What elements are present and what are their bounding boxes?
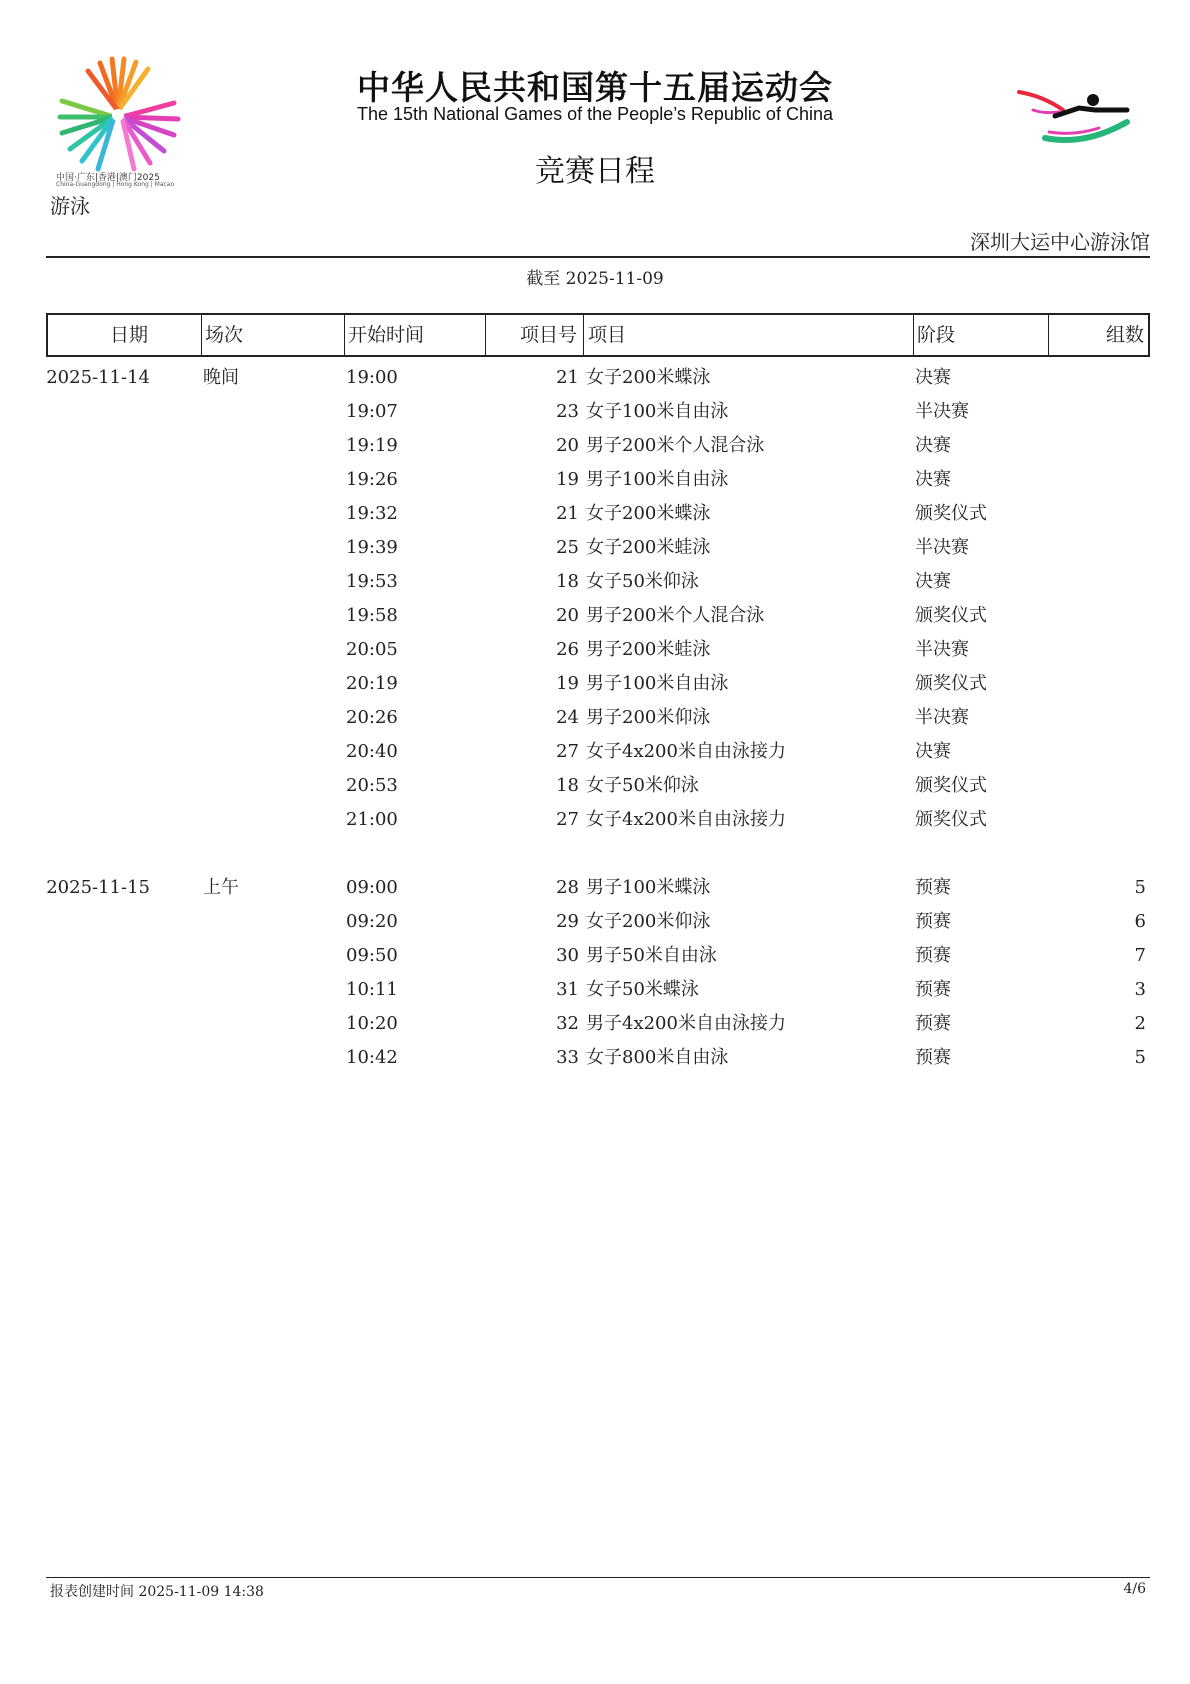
table-row [46, 463, 1150, 497]
cell-phase: 预赛 [915, 1013, 951, 1034]
column-divider [913, 315, 914, 355]
cell-event: 女子50米蝶泳 [586, 979, 699, 1000]
cell-time: 09:20 [346, 911, 398, 932]
cell-session: 上午 [203, 877, 239, 898]
cell-event-no: 19 [556, 469, 579, 490]
cell-time: 19:53 [346, 571, 398, 592]
games-title-en: The 15th National Games of the People’s Republic of China [357, 104, 833, 124]
cell-event: 男子50米自由泳 [586, 945, 717, 966]
column-divider [201, 315, 202, 355]
cell-event-no: 18 [556, 775, 579, 796]
cell-event: 男子200米个人混合泳 [586, 435, 765, 456]
document-title: 竞赛日程 [535, 154, 655, 189]
cell-event-no: 20 [556, 605, 579, 626]
cell-phase: 预赛 [915, 945, 951, 966]
venue-name: 深圳大运中心游泳馆 [970, 230, 1150, 254]
table-row [46, 633, 1150, 667]
column-divider [1048, 315, 1049, 355]
column-header-phase: 阶段 [917, 324, 956, 346]
cell-groups: 6 [1134, 911, 1146, 932]
cell-event-no: 25 [556, 537, 579, 558]
table-row [46, 429, 1150, 463]
cell-time: 10:42 [346, 1047, 398, 1068]
cell-time: 19:39 [346, 537, 398, 558]
cell-time: 20:05 [346, 639, 398, 660]
cell-phase: 预赛 [915, 911, 951, 932]
table-row [46, 803, 1150, 837]
cell-event: 男子100米自由泳 [586, 673, 729, 694]
table-row [46, 701, 1150, 735]
cell-time: 20:40 [346, 741, 398, 762]
cell-phase: 决赛 [915, 367, 951, 388]
as-of-date: 截至 2025-11-09 [526, 269, 664, 289]
cell-event: 女子800米自由泳 [586, 1047, 729, 1068]
cell-time: 19:19 [346, 435, 398, 456]
cell-date: 2025-11-15 [46, 877, 150, 898]
cell-event-no: 30 [556, 945, 579, 966]
column-header-date: 日期 [109, 324, 148, 346]
table-row [46, 871, 1150, 905]
cell-event: 男子4x200米自由泳接力 [586, 1013, 786, 1034]
games-title-cn: 中华人民共和国第十五届运动会 [357, 68, 833, 107]
page-number: 4/6 [1123, 1581, 1146, 1597]
column-divider [344, 315, 345, 355]
cell-time: 19:00 [346, 367, 398, 388]
column-header-event: 项目 [588, 324, 627, 346]
cell-event: 女子4x200米自由泳接力 [586, 741, 786, 762]
table-row [46, 1007, 1150, 1041]
cell-phase: 颁奖仪式 [915, 503, 987, 524]
cell-event-no: 26 [556, 639, 579, 660]
cell-event-no: 28 [556, 877, 579, 898]
cell-phase: 预赛 [915, 979, 951, 1000]
cell-event-no: 33 [556, 1047, 579, 1068]
cell-event: 女子200米蛙泳 [586, 537, 711, 558]
column-header-event-no: 项目号 [519, 324, 577, 346]
cell-phase: 颁奖仪式 [915, 605, 987, 626]
cell-phase: 预赛 [915, 1047, 951, 1068]
cell-event-no: 29 [556, 911, 579, 932]
cell-event: 女子200米蝶泳 [586, 367, 711, 388]
cell-event-no: 27 [556, 741, 579, 762]
cell-groups: 3 [1134, 979, 1146, 1000]
cell-phase: 决赛 [915, 571, 951, 592]
cell-groups: 7 [1134, 945, 1146, 966]
column-divider [485, 315, 486, 355]
table-row [46, 769, 1150, 803]
logo-caption-sub: China-Guangdong | Hong Kong | Macao [56, 181, 175, 188]
cell-event-no: 20 [556, 435, 579, 456]
cell-event-no: 32 [556, 1013, 579, 1034]
cell-time: 19:58 [346, 605, 398, 626]
cell-event: 男子200米蛙泳 [586, 639, 711, 660]
cell-event: 女子100米自由泳 [586, 401, 729, 422]
cell-session: 晚间 [203, 367, 239, 388]
table-row [46, 939, 1150, 973]
table-row [46, 395, 1150, 429]
cell-event-no: 27 [556, 809, 579, 830]
cell-phase: 颁奖仪式 [915, 673, 987, 694]
cell-time: 09:00 [346, 877, 398, 898]
cell-time: 19:32 [346, 503, 398, 524]
cell-event: 女子4x200米自由泳接力 [586, 809, 786, 830]
schedule-table-header [46, 313, 1150, 357]
table-spacer [46, 837, 1150, 871]
cell-event: 男子100米自由泳 [586, 469, 729, 490]
table-row [46, 565, 1150, 599]
cell-event: 男子200米仰泳 [586, 707, 711, 728]
cell-event-no: 24 [556, 707, 579, 728]
cell-time: 20:53 [346, 775, 398, 796]
table-row [46, 973, 1150, 1007]
cell-groups: 2 [1134, 1013, 1146, 1034]
cell-phase: 决赛 [915, 435, 951, 456]
cell-phase: 颁奖仪式 [915, 775, 987, 796]
cell-time: 09:50 [346, 945, 398, 966]
cell-phase: 预赛 [915, 877, 951, 898]
cell-event-no: 21 [556, 503, 579, 524]
cell-phase: 半决赛 [915, 707, 969, 728]
cell-date: 2025-11-14 [46, 367, 150, 388]
cell-event: 女子200米仰泳 [586, 911, 711, 932]
table-row [46, 1041, 1150, 1075]
table-row [46, 667, 1150, 701]
column-header-session: 场次 [205, 324, 244, 346]
cell-event-no: 21 [556, 367, 579, 388]
column-header-time: 开始时间 [348, 324, 425, 346]
table-row [46, 497, 1150, 531]
cell-event: 男子200米个人混合泳 [586, 605, 765, 626]
cell-event-no: 31 [556, 979, 579, 1000]
column-header-groups: 组数 [1105, 324, 1144, 346]
cell-time: 19:26 [346, 469, 398, 490]
cell-event-no: 23 [556, 401, 579, 422]
cell-phase: 半决赛 [915, 401, 969, 422]
table-row [46, 531, 1150, 565]
cell-groups: 5 [1134, 1047, 1146, 1068]
header-divider [46, 256, 1150, 258]
cell-event-no: 18 [556, 571, 579, 592]
cell-phase: 半决赛 [915, 639, 969, 660]
table-row [46, 361, 1150, 395]
cell-event: 男子100米蝶泳 [586, 877, 711, 898]
cell-time: 10:20 [346, 1013, 398, 1034]
cell-phase: 决赛 [915, 469, 951, 490]
cell-phase: 颁奖仪式 [915, 809, 987, 830]
cell-time: 19:07 [346, 401, 398, 422]
schedule-table-body [46, 361, 1150, 1075]
cell-event-no: 19 [556, 673, 579, 694]
report-created-time: 报表创建时间 2025-11-09 14:38 [50, 1584, 264, 1600]
cell-event: 女子50米仰泳 [586, 571, 699, 592]
cell-event: 女子50米仰泳 [586, 775, 699, 796]
table-row [46, 599, 1150, 633]
cell-phase: 决赛 [915, 741, 951, 762]
cell-time: 20:19 [346, 673, 398, 694]
column-divider [583, 315, 584, 355]
footer-divider [46, 1577, 1150, 1578]
cell-time: 21:00 [346, 809, 398, 830]
logo-caption: 中国·广东|香港|澳门2025 [56, 173, 160, 183]
cell-time: 10:11 [346, 979, 398, 1000]
swimming-pictogram-icon [1015, 82, 1143, 152]
cell-time: 20:26 [346, 707, 398, 728]
cell-phase: 半决赛 [915, 537, 969, 558]
table-row [46, 735, 1150, 769]
table-row [46, 905, 1150, 939]
cell-groups: 5 [1134, 877, 1146, 898]
cell-event: 女子200米蝶泳 [586, 503, 711, 524]
sport-name: 游泳 [50, 194, 90, 218]
